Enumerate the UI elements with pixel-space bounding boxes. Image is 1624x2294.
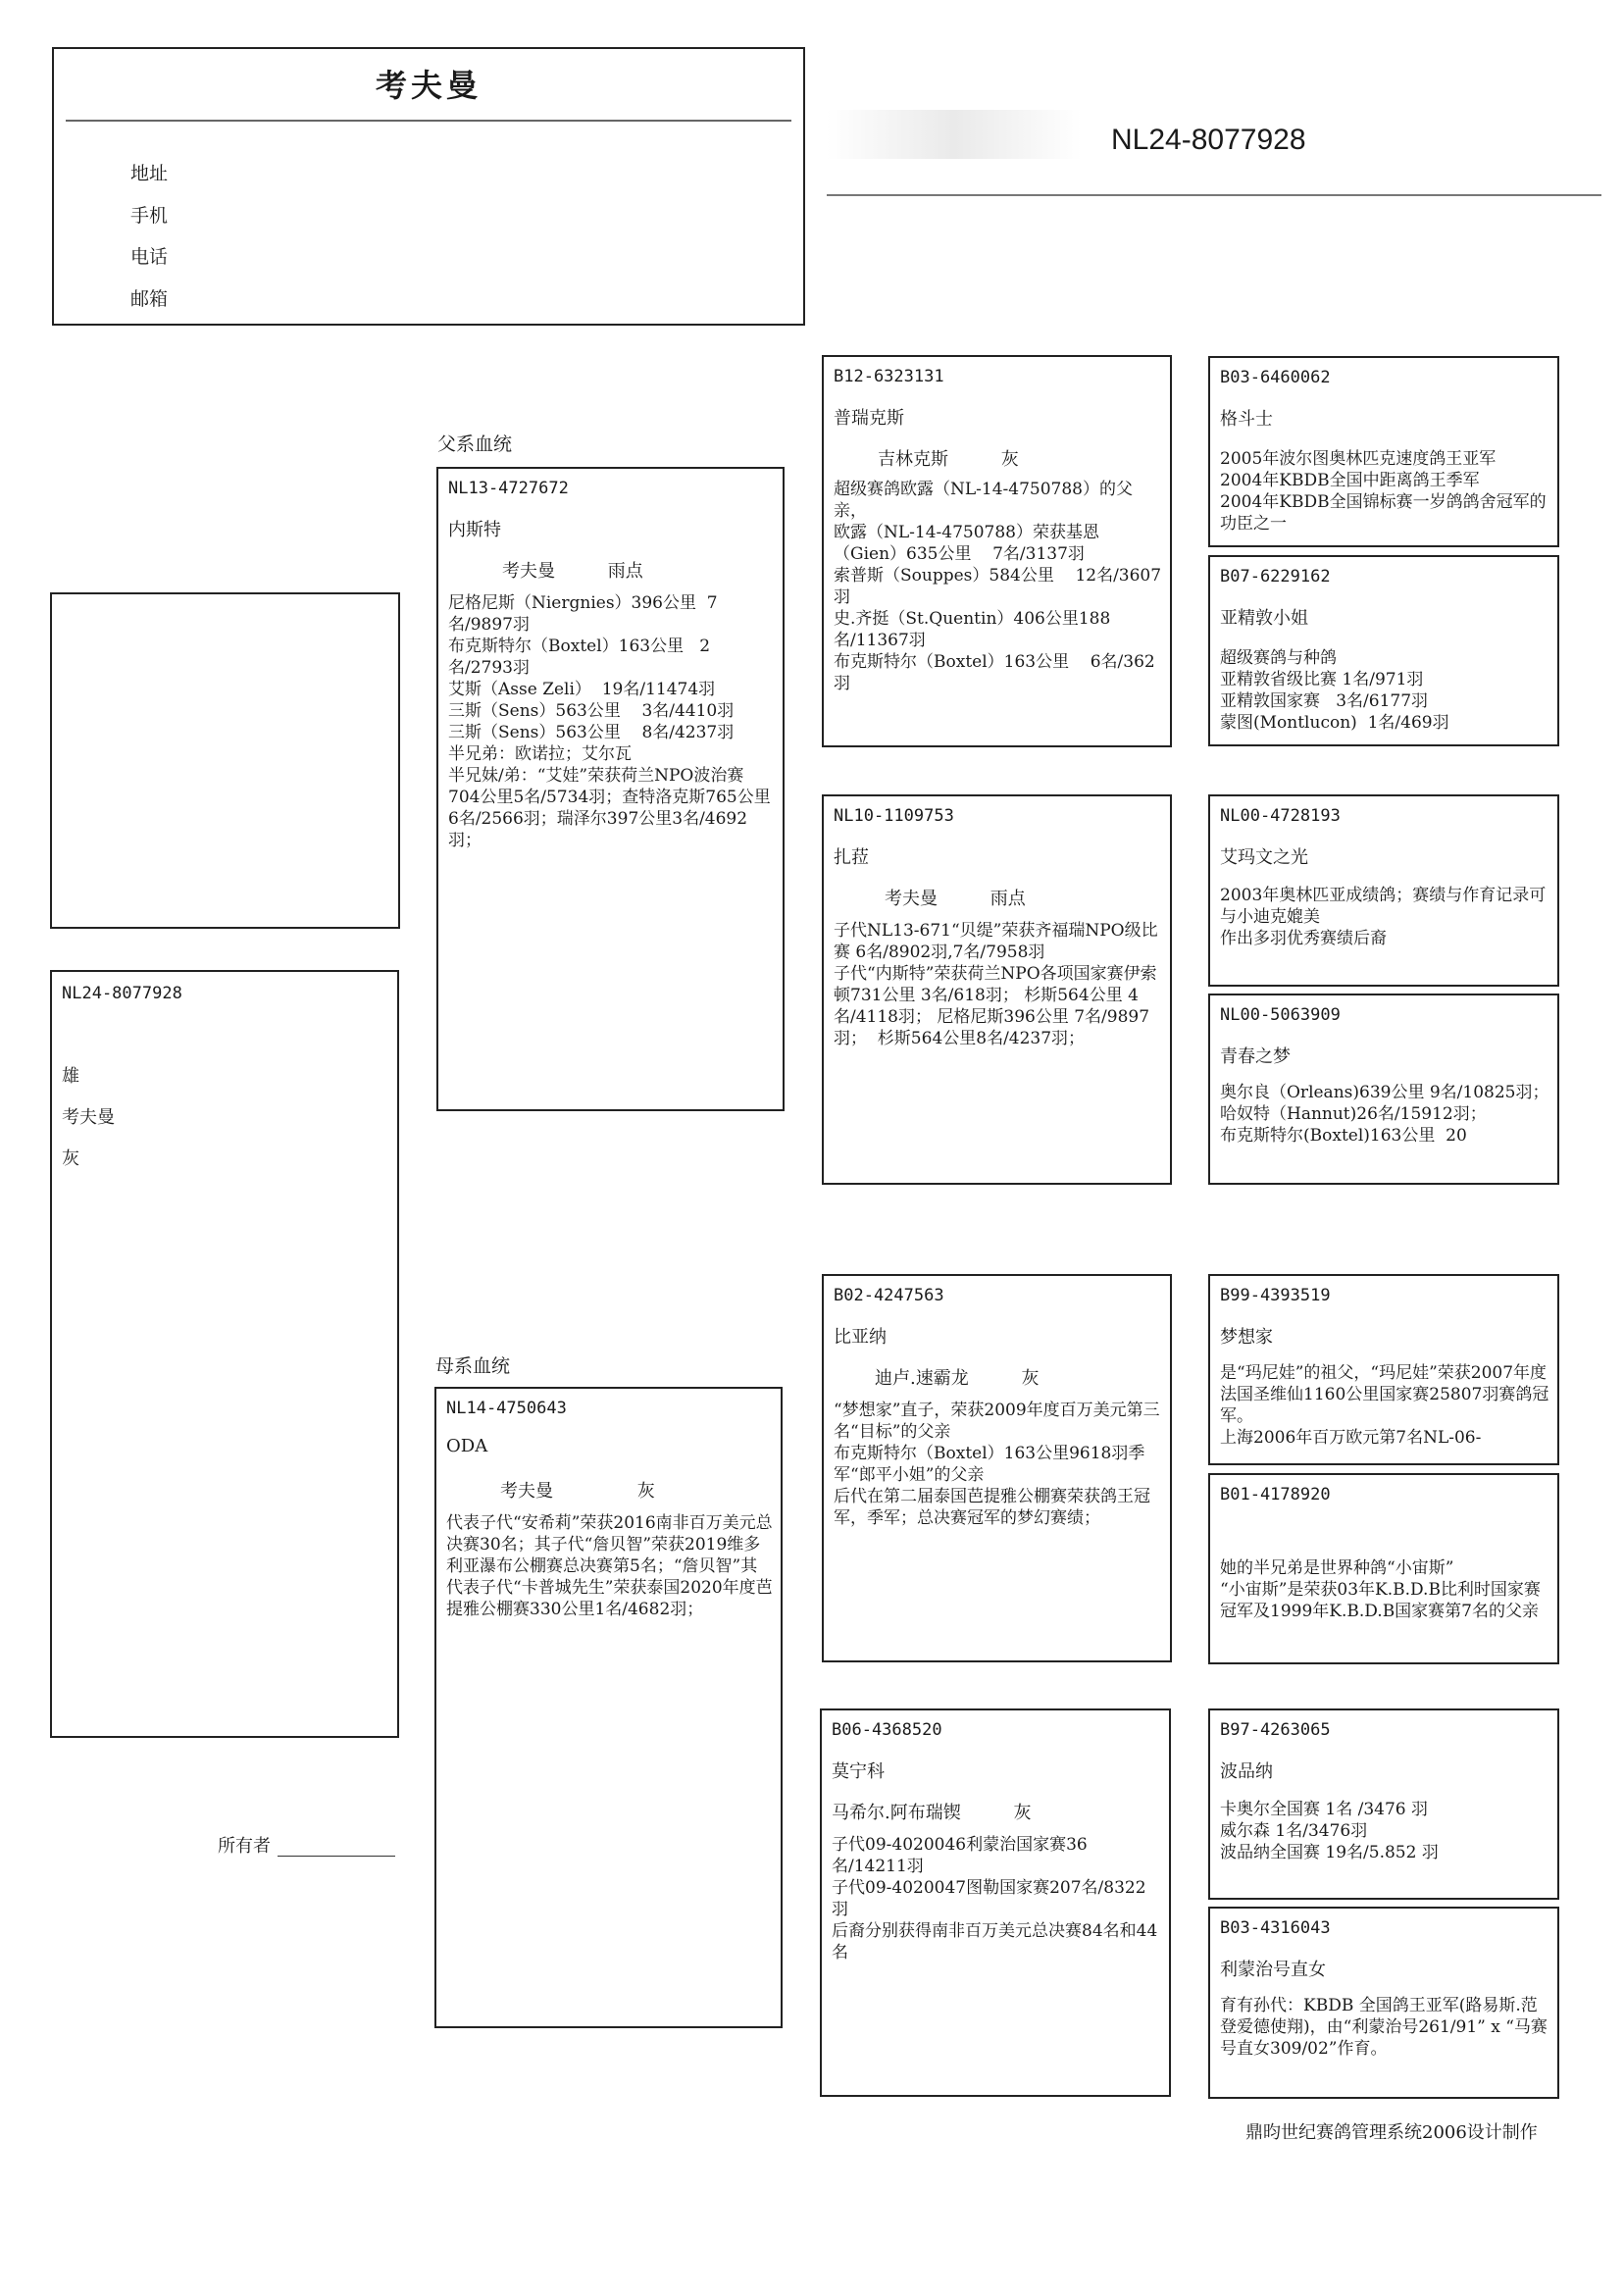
dam-line-label: 母系血统 (435, 1355, 511, 1377)
grandparent-card-2 (822, 794, 1172, 1185)
ggp4-achievements: 奥尔良（Orleans)639公里 9名/10825羽； 哈奴特（Hannut)26名/15912羽； 布克斯特尔(Boxtel)163公里 20 (1220, 1083, 1549, 1146)
sire-name: 内斯特 (448, 520, 501, 540)
gp3-color: 灰 (1021, 1368, 1040, 1389)
dam-breeder-color (500, 1477, 655, 1503)
gp2-breeder: 考夫曼 (885, 889, 938, 909)
mobile-label: 手机 (130, 205, 169, 227)
grandparent-card-1 (822, 355, 1172, 747)
gp2-color: 雨点 (990, 889, 1026, 909)
ggp6-achievements: 她的半兄弟是世界种鸽“小宙斯” “小宙斯”是荣获03年K.B.D.B比利时国家赛冠军及1999年K.B.D.B国家赛第7名的父亲 (1220, 1558, 1541, 1621)
dam-card (434, 1387, 783, 2028)
gp4-name: 莫宁科 (832, 1761, 885, 1782)
subject-color: 灰 (62, 1148, 79, 1169)
gp4-achievements: 子代09-4020046利蒙治国家赛36名/14211羽 子代09-4020047图勒国家赛207名/8322羽 后裔分别获得南非百万美元总决赛84名和44名 (832, 1835, 1158, 1963)
gp3-breeder-color (875, 1364, 1039, 1390)
dam-breeder: 考夫曼 (500, 1481, 553, 1502)
owner-label: 所有者 (218, 1836, 271, 1857)
dam-ring: NL14-4750643 (446, 1399, 567, 1418)
ggp5-name: 梦想家 (1220, 1327, 1273, 1348)
ggp4-name: 青春之梦 (1220, 1046, 1291, 1067)
subject-sex: 雄 (62, 1066, 79, 1087)
ggp2-achievements: 超级赛鸽与种鸽 亚精敦省级比赛 1名/971羽 亚精敦国家赛 3名/6177羽 蒙图(Montlucon) 1名/469羽 (1220, 648, 1449, 733)
gp1-achievements: 超级赛鸽欧露（NL-14-4750788）的父亲， 欧露（NL-14-4750788）荣获基恩（Gien）635公里 7名/3137羽 索普斯（Souppes）584公里 12名/3607羽 史.齐挺（St.Quentin）406公里188名/11367羽 布克斯特尔（Boxtel）163公里 6名/362羽 (834, 480, 1162, 693)
gp1-name: 普瑞克斯 (834, 408, 904, 429)
ggp5-ring: B99-4393519 (1220, 1286, 1331, 1305)
gp4-breeder-color (832, 1799, 1031, 1824)
gp1-color: 灰 (1000, 449, 1019, 470)
great-grandparent-card-3 (1208, 794, 1559, 987)
gp1-breeder: 吉林克斯 (878, 449, 948, 470)
sire-achievements: 尼格尼斯（Niergnies）396公里 7名/9897羽 布克斯特尔（Boxtel）163公里 2名/2793羽 艾斯（Asse Zeli） 19名/11474羽 三斯（Sens）563公里 3名/4410羽 三斯（Sens）563公里 8名/4237羽 半兄弟：欧诺拉；艾尔瓦 半兄妹/弟：“艾娃”荣获荷兰NPO波治赛704公里5名/5734羽；查特洛克斯765公里6名/2566羽；瑞泽尔397公里3名/4692羽； (448, 593, 771, 850)
gp3-breeder: 迪卢.速霸龙 (875, 1368, 969, 1389)
ggp7-ring: B97-4263065 (1220, 1720, 1331, 1740)
photo-box (50, 592, 400, 929)
loft-name: 考夫曼 (375, 67, 482, 104)
ggp5-achievements: 是“玛尼娃”的祖父，“玛尼娃”荣获2007年度法国圣维仙1160公里国家赛25807羽赛鸽冠军。 上海2006年百万欧元第7名NL-06- (1220, 1363, 1549, 1448)
grandparent-card-4 (820, 1708, 1171, 2097)
gp2-breeder-color (885, 885, 1026, 910)
header-ring-number: NL24-8077928 (1111, 124, 1306, 156)
gp4-breeder: 马希尔.阿布瑞锲 (832, 1803, 961, 1823)
dam-name: ODA (446, 1436, 488, 1456)
great-grandparent-card-5 (1208, 1274, 1559, 1465)
gp2-name: 扎菈 (834, 847, 869, 868)
great-grandparent-card-4 (1208, 994, 1559, 1185)
ggp1-achievements: 2005年波尔图奥林匹克速度鸽王亚军 2004年KBDB全国中距离鸽王季军 2004年KBDB全国锦标赛一岁鸽鸽舍冠军的功臣之一 (1220, 449, 1547, 534)
sire-card (436, 467, 785, 1111)
great-grandparent-card-2 (1208, 555, 1559, 746)
subject-breeder: 考夫曼 (62, 1107, 115, 1128)
dam-achievements: 代表子代“安希莉”荣获2016南非百万美元总决赛30名；其子代“詹贝智”荣获2019维多利亚瀑布公棚赛总决赛第5名；“詹贝智”其代表子代“卡普城先生”荣获泰国2020年度芭提雅公棚赛330公里1名/4682羽； (446, 1513, 773, 1619)
gp1-breeder-color (878, 445, 1019, 471)
ggp3-name: 艾玛文之光 (1220, 847, 1308, 868)
subject-ring: NL24-8077928 (62, 984, 182, 1003)
ggp4-ring: NL00-5063909 (1220, 1005, 1341, 1025)
ggp7-achievements: 卡奥尔全国赛 1名 /3476 羽 威尔森 1名/3476羽 波品纳全国赛 19名/5.852 羽 (1220, 1800, 1439, 1862)
header-ring-rule (827, 194, 1601, 196)
scan-shade (827, 110, 1082, 159)
header-box (52, 47, 805, 326)
ggp2-name: 亚精敦小姐 (1220, 608, 1308, 629)
sire-breeder: 考夫曼 (502, 561, 555, 582)
ggp2-ring: B07-6229162 (1220, 567, 1331, 586)
sire-breeder-color (502, 557, 643, 583)
phone-label: 电话 (130, 246, 169, 268)
great-grandparent-card-6 (1208, 1473, 1559, 1664)
gp3-name: 比亚纳 (834, 1327, 887, 1348)
great-grandparent-card-7 (1208, 1708, 1559, 1900)
ggp3-achievements: 2003年奥林匹亚成绩鸽；赛绩与作育记录可与小迪克媲美 作出多羽优秀赛绩后裔 (1220, 886, 1547, 948)
gp3-achievements: “梦想家”直子，荣获2009年度百万美元第三名“目标”的父亲 布克斯特尔（Boxtel）163公里9618羽季军“郎平小姐”的父亲 后代在第二届泰国芭提雅公棚赛荣获鸽王冠军，季军；总决赛冠军的梦幻赛绩； (834, 1401, 1160, 1528)
sire-line-label: 父系血统 (437, 433, 513, 455)
header-divider (66, 120, 791, 122)
gp4-ring: B06-4368520 (832, 1720, 942, 1740)
sire-ring: NL13-4727672 (448, 479, 569, 498)
gp2-ring: NL10-1109753 (834, 806, 954, 826)
email-label: 邮箱 (130, 288, 169, 310)
footer-credit: 鼎昀世纪赛鸽管理系统2006设计制作 (1245, 2122, 1538, 2143)
ggp3-ring: NL00-4728193 (1220, 806, 1341, 826)
ggp8-ring: B03-4316043 (1220, 1918, 1331, 1938)
great-grandparent-card-8 (1208, 1907, 1559, 2099)
subject-box (50, 970, 399, 1738)
ggp8-achievements: 育有孙代：KBDB 全国鸽王亚军(路易斯.范登爱德使翔)，由“利蒙治号261/91” x “马赛号直女309/02”作育。 (1220, 1996, 1548, 2059)
gp2-achievements: 子代NL13-671“贝缇”荣获齐福瑞NPO级比赛 6名/8902羽,7名/7958羽 子代“内斯特”荣获荷兰NPO各项国家赛伊索顿731公里 3名/618羽； 杉斯564公里 4名/4118羽； 尼格尼斯396公里 7名/9897羽； 杉斯564公里8名/4237羽； (834, 921, 1158, 1048)
ggp6-ring: B01-4178920 (1220, 1485, 1331, 1504)
gp4-color: 灰 (1013, 1803, 1032, 1823)
ggp1-name: 格斗士 (1220, 409, 1273, 430)
gp1-ring: B12-6323131 (834, 367, 944, 386)
great-grandparent-card-1 (1208, 356, 1559, 547)
sire-color: 雨点 (607, 561, 643, 582)
ggp1-ring: B03-6460062 (1220, 368, 1331, 387)
owner-signature-line (278, 1856, 395, 1857)
address-label: 地址 (130, 163, 169, 184)
ggp7-name: 波品纳 (1220, 1761, 1273, 1782)
grandparent-card-3 (822, 1274, 1172, 1662)
dam-color: 灰 (636, 1481, 655, 1502)
gp3-ring: B02-4247563 (834, 1286, 944, 1305)
ggp8-name: 利蒙治号直女 (1220, 1960, 1326, 1980)
